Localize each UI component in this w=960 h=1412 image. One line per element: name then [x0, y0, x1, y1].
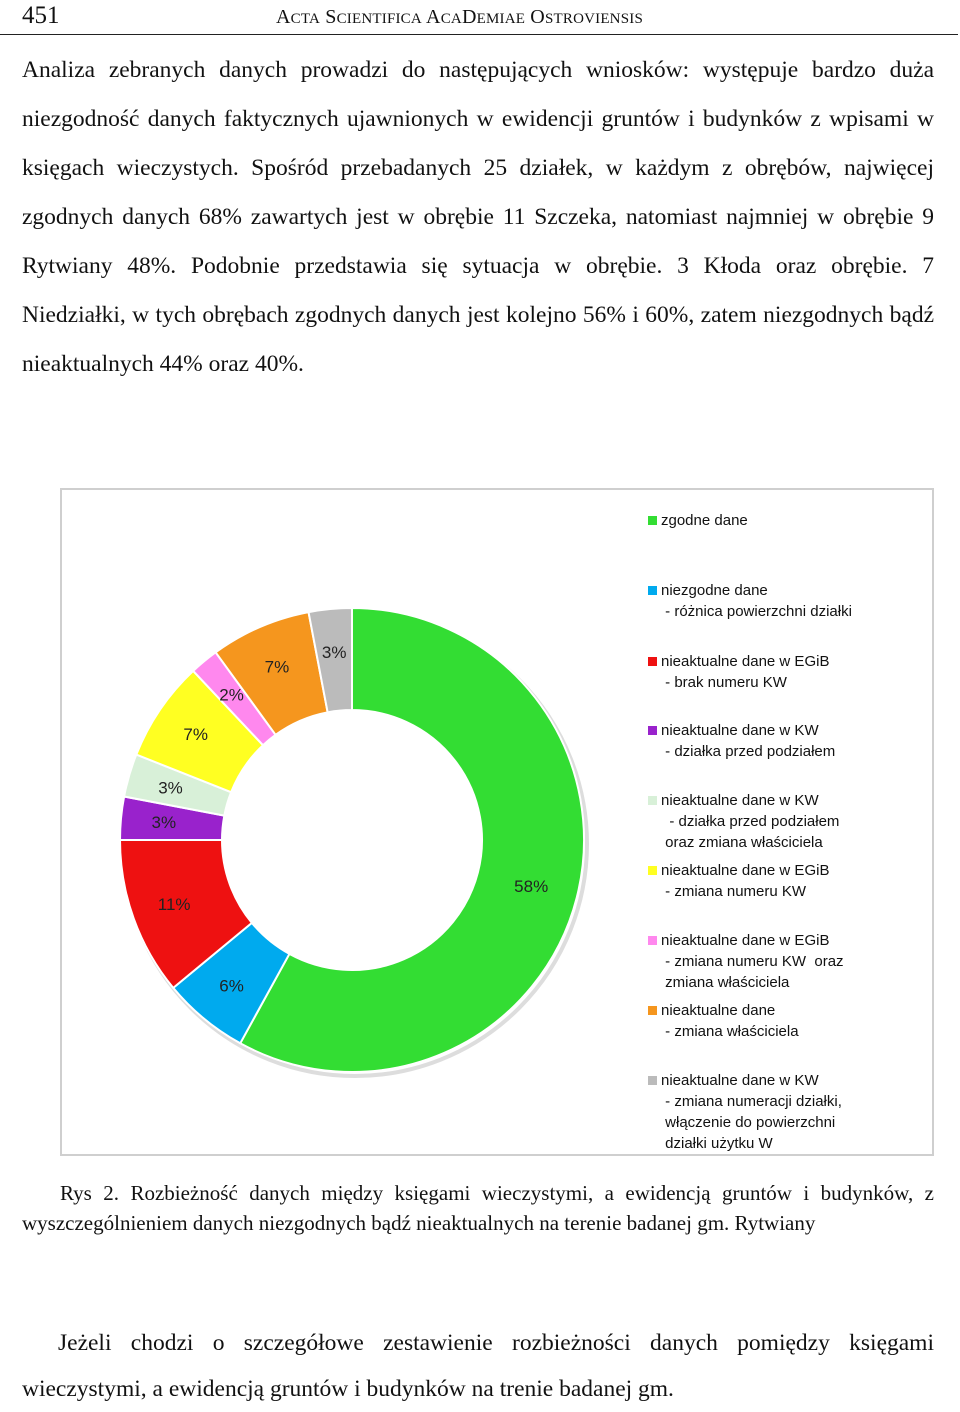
legend-label-5: nieaktualne dane w EGiB - zmiana numeru KW — [661, 862, 830, 900]
legend-swatch-6 — [648, 936, 657, 945]
body-paragraph-2: Jeżeli chodzi o szczegółowe zestawienie rozbieżności danych pomiędzy księgami wieczystymi, a ewidencją gruntów i budynków na trenie badanej gm. — [22, 1330, 934, 1402]
slice-label-1: 6% — [219, 976, 244, 996]
legend-label-8: nieaktualne dane w KW - zmiana numeracji działki, włączenie do powierzchni działki użytku W — [661, 1072, 842, 1152]
slice-label-4: 3% — [158, 778, 183, 798]
legend-swatch-3 — [648, 726, 657, 735]
legend-swatch-8 — [648, 1076, 657, 1085]
slice-label-0: 58% — [514, 877, 549, 897]
legend-swatch-7 — [648, 1006, 657, 1015]
legend-swatch-2 — [648, 657, 657, 666]
legend-swatch-1 — [648, 586, 657, 595]
legend-label-6: nieaktualne dane w EGiB - zmiana numeru KW oraz zmiana właściciela — [661, 932, 844, 991]
journal-title: ACTA SCIENTIFICA ACADEMIAE OSTROVIENSIS — [276, 6, 643, 28]
legend-label-0: zgodne dane — [661, 512, 748, 529]
legend-swatch-4 — [648, 796, 657, 805]
legend-label-1: niezgodne dane - różnica powierzchni działki — [661, 582, 852, 620]
legend-label-3: nieaktualne dane w KW - działka przed podziałem — [661, 722, 836, 760]
page-header — [0, 0, 958, 35]
legend-label-2: nieaktualne dane w EGiB - brak numeru KW — [661, 653, 830, 691]
page-number: 451 — [22, 2, 60, 29]
legend-label-4: nieaktualne dane w KW - działka przed podziałem oraz zmiana właściciela — [661, 792, 840, 851]
legend-label-7: nieaktualne dane - zmiana właściciela — [661, 1002, 799, 1040]
slice-label-3: 3% — [151, 813, 177, 833]
legend-swatch-5 — [648, 866, 657, 875]
slice-label-2: 11% — [157, 895, 191, 915]
slice-label-7: 7% — [264, 657, 290, 677]
body-paragraph-1: Analiza zebranych danych prowadzi do następujących wniosków: występuje bardzo duża niezgodność danych faktycznych ujawnionych w ewidencji gruntów i budynków z wpisami w księgach wieczystych. Spośród przebadanych 25 działek, w każdym z obrębów, najwięcej zgodnych danych 68% zawartych jest w obrębie 11 Szczeka, natomiast najmniej w obrębie 9 Rytwiany 48%. Podobnie przedstawia się sytuacja w obrębie. 3 Kłoda oraz obrębie. 7 Niedziałki, w tych obrębach zgodnych danych jest kolejno 56% i 60%, zatem niezgodnych bądź nieaktualnych 44% oraz 40%. — [22, 57, 934, 377]
figure-caption: Rys 2. Rozbieżność danych między księgami wieczystymi, a ewidencją gruntów i budynków, z wyszczególnieniem danych niezgodnych bądź nieaktualnych na terenie badanej gm. Rytwiany — [22, 1181, 934, 1235]
figure-chart — [60, 488, 934, 1156]
slice-label-6: 2% — [219, 685, 244, 705]
slice-label-8: 3% — [321, 642, 347, 662]
legend-swatch-0 — [648, 516, 657, 525]
slice-label-5: 7% — [183, 724, 208, 744]
